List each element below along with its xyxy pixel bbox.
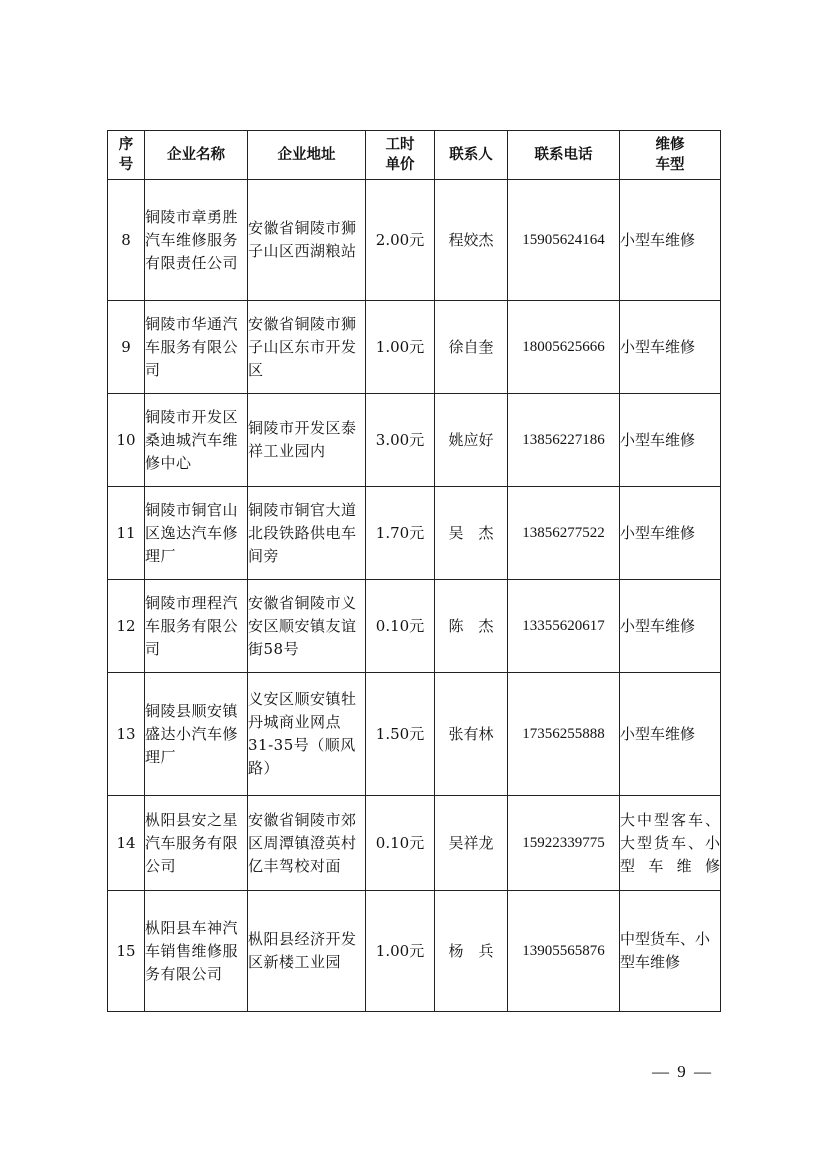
cell-address: 安徽省铜陵市郊区周潭镇澄英村亿丰驾校对面 <box>248 796 366 891</box>
page-number: — 9 — <box>652 1062 713 1081</box>
cell-contact: 张有林 <box>435 673 508 796</box>
table-row <box>108 796 721 891</box>
cell-contact: 姚应好 <box>435 394 508 487</box>
cell-address: 铜陵市开发区泰祥工业园内 <box>248 394 366 487</box>
cell-contact: 陈 杰 <box>435 580 508 673</box>
cell-price: 0.10元 <box>366 580 435 673</box>
cell-phone: 18005625666 <box>508 301 620 394</box>
table-row <box>108 180 721 301</box>
cell-seq: 12 <box>108 580 145 673</box>
cell-phone: 15905624164 <box>508 180 620 301</box>
table-row <box>108 487 721 580</box>
header-price: 工时 单价 <box>366 131 435 180</box>
header-row <box>108 131 721 180</box>
table-row <box>108 394 721 487</box>
header-type: 维修 车型 <box>620 131 721 180</box>
cell-price: 3.00元 <box>366 394 435 487</box>
cell-contact: 徐自奎 <box>435 301 508 394</box>
cell-price: 1.70元 <box>366 487 435 580</box>
cell-contact: 程姣杰 <box>435 180 508 301</box>
cell-price: 0.10元 <box>366 796 435 891</box>
cell-phone: 13856227186 <box>508 394 620 487</box>
cell-address: 铜陵市铜官大道北段铁路供电车间旁 <box>248 487 366 580</box>
cell-type: 小型车维修 <box>620 673 721 796</box>
header-name: 企业名称 <box>145 131 248 180</box>
cell-seq: 10 <box>108 394 145 487</box>
cell-phone: 15922339775 <box>508 796 620 891</box>
cell-name: 铜陵市章勇胜汽车维修服务有限责任公司 <box>145 180 248 301</box>
cell-address: 义安区顺安镇牡丹城商业网点31-35号（顺风路） <box>248 673 366 796</box>
cell-address: 枞阳县经济开发区新楼工业园 <box>248 891 366 1012</box>
cell-address: 安徽省铜陵市狮子山区西湖粮站 <box>248 180 366 301</box>
table-row <box>108 301 721 394</box>
cell-type: 小型车维修 <box>620 301 721 394</box>
cell-seq: 11 <box>108 487 145 580</box>
cell-seq: 13 <box>108 673 145 796</box>
cell-contact: 吴祥龙 <box>435 796 508 891</box>
cell-type: 中型货车、小型车维修 <box>620 891 721 1012</box>
cell-seq: 8 <box>108 180 145 301</box>
cell-name: 枞阳县安之星汽车服务有限公司 <box>145 796 248 891</box>
header-phone: 联系电话 <box>508 131 620 180</box>
cell-price: 1.50元 <box>366 673 435 796</box>
cell-price: 1.00元 <box>366 891 435 1012</box>
cell-address: 安徽省铜陵市狮子山区东市开发区 <box>248 301 366 394</box>
table-row <box>108 891 721 1012</box>
cell-name: 铜陵县顺安镇盛达小汽车修理厂 <box>145 673 248 796</box>
cell-price: 2.00元 <box>366 180 435 301</box>
cell-name: 铜陵市理程汽车服务有限公司 <box>145 580 248 673</box>
cell-contact: 杨 兵 <box>435 891 508 1012</box>
header-contact: 联系人 <box>435 131 508 180</box>
cell-phone: 13355620617 <box>508 580 620 673</box>
table-row <box>108 580 721 673</box>
header-address: 企业地址 <box>248 131 366 180</box>
cell-price: 1.00元 <box>366 301 435 394</box>
cell-type: 小型车维修 <box>620 180 721 301</box>
cell-contact: 吴 杰 <box>435 487 508 580</box>
cell-address: 安徽省铜陵市义安区顺安镇友谊街58号 <box>248 580 366 673</box>
cell-type: 小型车维修 <box>620 487 721 580</box>
cell-name: 枞阳县车神汽车销售维修服务有限公司 <box>145 891 248 1012</box>
cell-type: 小型车维修 <box>620 394 721 487</box>
table-row <box>108 673 721 796</box>
cell-seq: 14 <box>108 796 145 891</box>
header-seq: 序 号 <box>108 131 145 180</box>
cell-phone: 13856277522 <box>508 487 620 580</box>
cell-type: 小型车维修 <box>620 580 721 673</box>
cell-name: 铜陵市华通汽车服务有限公司 <box>145 301 248 394</box>
cell-seq: 9 <box>108 301 145 394</box>
repair-enterprise-table <box>107 130 721 1012</box>
cell-seq: 15 <box>108 891 145 1012</box>
cell-phone: 17356255888 <box>508 673 620 796</box>
cell-name: 铜陵市开发区桑迪城汽车维修中心 <box>145 394 248 487</box>
cell-type: 大中型客车、大型货车、小型车维修 <box>620 796 721 891</box>
cell-name: 铜陵市铜官山区逸达汽车修理厂 <box>145 487 248 580</box>
cell-phone: 13905565876 <box>508 891 620 1012</box>
